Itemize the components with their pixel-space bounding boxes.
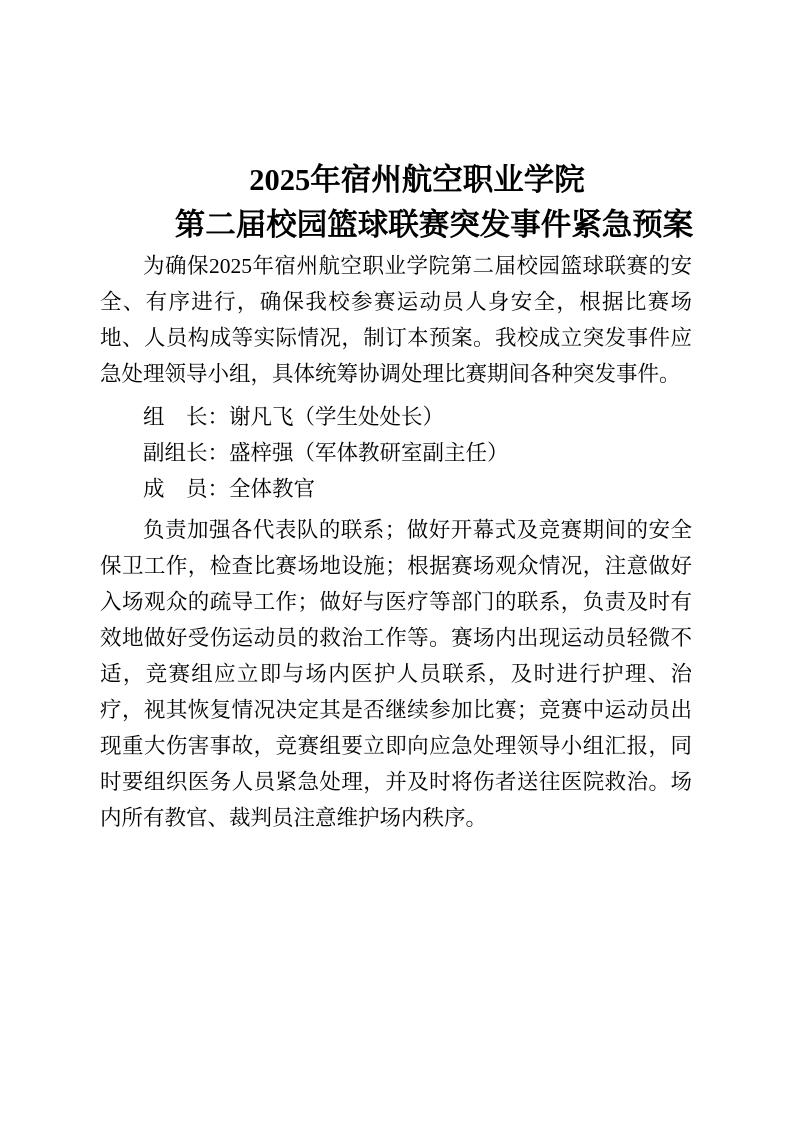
title-line-2: 第二届校园篮球联赛突发事件紧急预案 [174, 208, 694, 242]
title-line-1: 2025年宿州航空职业学院 [249, 163, 585, 197]
roster-line-members: 成 员：全体教官 [143, 477, 316, 501]
intro-paragraph: 为确保2025年宿州航空职业学院第二届校园篮球联赛的安全、有序进行，确保我校参赛运动员人身安全，根据比赛场地、人员构成等实际情况，制订本预案。我校成立突发事件应急处理领导小组，具体统筹协调处理比赛期间各种突发事件。 [100, 254, 692, 386]
roster-line-deputy-leader: 副组长：盛梓强（军体教研室副主任） [143, 441, 509, 465]
document-title [100, 158, 692, 248]
roster-line-leader: 组 长：谢凡飞（学生处处长） [143, 405, 445, 429]
duties-paragraph: 负责加强各代表队的联系；做好开幕式及竞赛期间的安全保卫工作，检查比赛场地设施；根据赛场观众情况，注意做好入场观众的疏导工作；做好与医疗等部门的联系，负责及时有效地做好受伤运动员的救治工作等。赛场内出现运动员轻微不适，竞赛组应立即与场内医护人员联系，及时进行护理、治疗，视其恢复情况决定其是否继续参加比赛；竞赛中运动员出现重大伤害事故，竞赛组要立即向应急处理领导小组汇报，同时要组织医务人员紧急处理，并及时将伤者送往医院救治。场内所有教官、裁判员注意维护场内秩序。 [100, 518, 692, 830]
